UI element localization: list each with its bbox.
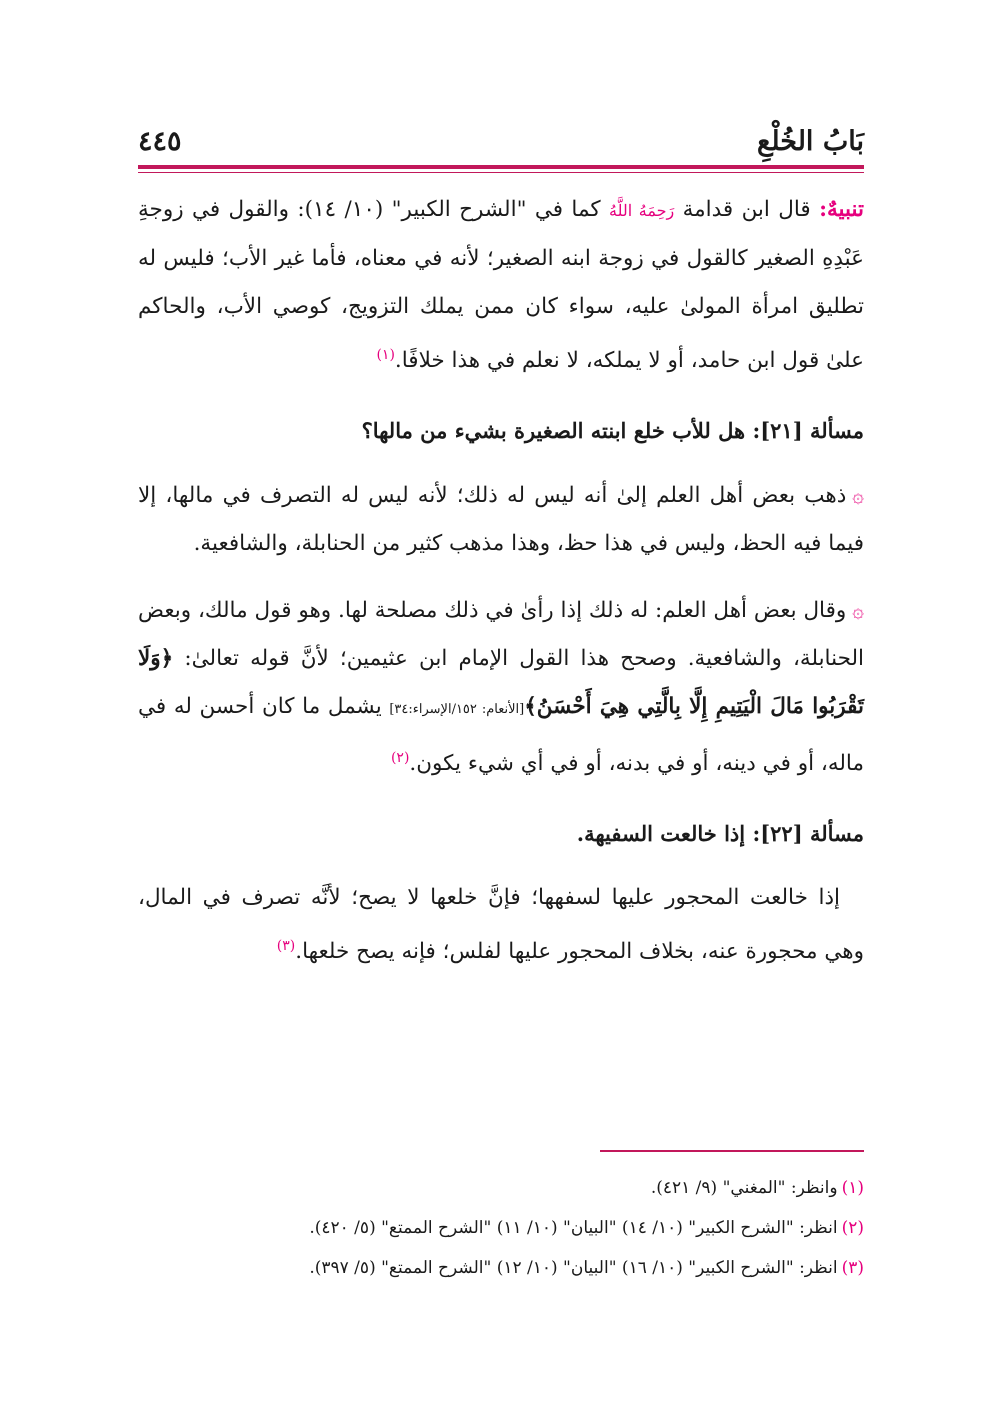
footnote-1 [138, 1168, 864, 1208]
footnote-ref-2[interactable]: (٢) [390, 750, 410, 767]
quran-verse: ﴿وَلَا تَقْرَبُوا مَالَ الْيَتِيمِ إِلَّا بِالَّتِي هِيَ أَحْسَنُ﴾ [138, 646, 864, 720]
footnote-text: وانظر: "المغني" (٩/ ٤٢١). [650, 1178, 838, 1198]
footnote-text: انظر: "الشرح الكبير" (١٠/ ١٦) "البيان" (١٠/ ١٢) "الشرح الممتع" (٥/ ٣٩٧). [309, 1258, 838, 1278]
masala-22-label: مسألة [٢٢]: [752, 821, 864, 847]
footnote-separator [600, 1150, 864, 1152]
masala-22-heading [138, 812, 864, 856]
masala-21-title: هل للأب خلع ابنته الصغيرة بشيء من مالها؟ [361, 418, 753, 444]
masala-22-title: إذا خالعت السفيهة. [576, 821, 753, 847]
tanbih-paragraph [138, 186, 864, 385]
footnote-ref-1[interactable]: (١) [376, 347, 395, 363]
tanbih-label: تنبيهٌ: [819, 197, 865, 222]
footnote-ref-3[interactable]: (٣) [276, 938, 296, 955]
tanbih-text-1: قال ابن قدامة [674, 197, 811, 222]
masala-21-paragraph-2 [138, 586, 864, 788]
tanbih-text-2: كما في "الشرح الكبير" (١٠/ ١٤): والقول في زوجةِ عَبْدِهِ الصغير كالقول في زوجة ابنه الصغير؛ لأنه في معناه، فأما غير الأب؛ فليس له تطليق امرأة المولىٰ عليه، سواء كان ممن يملك التزويج، كوصي الأب، والحاكم علىٰ قول ابن حامد، أو لا يملكه، لا نعلم في هذا خلافًا. [138, 197, 864, 374]
masala-22-text: إذا خالعت المحجور عليها لسفهها؛ فإنَّ خلعها لا يصح؛ لأنَّه تصرف في المال، وهي محجورة عنه، بخلاف المحجور عليها لفلس؛ فإنه يصح خلعها. [138, 885, 864, 965]
page-header [138, 118, 864, 164]
footnotes [138, 1168, 864, 1288]
quran-reference: [الأنعام: ١٥٢/الإسراء:٣٤] [389, 702, 525, 718]
footnote-number: (٣) [841, 1258, 864, 1278]
header-rule-thick [138, 165, 864, 169]
main-text [138, 186, 864, 976]
masala-22-paragraph [138, 874, 864, 976]
masala-21-text-1: ذهب بعض أهل العلم إلىٰ أنه ليس له ذلك؛ لأنه ليس له التصرف في مالها، إلا فيما فيه الحظ، وليس في هذا حظ، وهذا مذهب كثير من الحنابلة، والشافعية. [138, 483, 864, 557]
page-number: ٤٤٥ [138, 125, 182, 157]
honorific: رَحِمَهُ اللَّهُ [608, 201, 675, 220]
footnote-2 [138, 1208, 864, 1248]
flower-bullet-icon: ۞ [852, 483, 864, 508]
masala-21-label: مسألة [٢١]: [752, 418, 864, 444]
footnote-3 [138, 1248, 864, 1288]
header-rule-thin [138, 172, 864, 173]
running-title: بَابُ الخُلْعِ [756, 125, 864, 157]
footnote-text: انظر: "الشرح الكبير" (١٠/ ١٤) "البيان" (١٠/ ١١) "الشرح الممتع" (٥/ ٤٢٠). [309, 1218, 838, 1238]
masala-21-text-2a: وقال بعض أهل العلم: له ذلك إذا رأىٰ في ذلك مصلحة لها. وهو قول مالك، وبعض الحنابلة، والشافعية. وصحح هذا القول الإمام ابن عثيمين؛ لأنَّ قوله تعالىٰ: [138, 598, 864, 672]
footnote-number: (١) [841, 1178, 864, 1198]
footnote-number: (٢) [841, 1218, 864, 1238]
flower-bullet-icon: ۞ [852, 598, 864, 623]
masala-21-paragraph-1 [138, 471, 864, 568]
masala-21-heading [138, 409, 864, 453]
masala-21-text-2b: يشمل ما كان أحسن له في ماله، أو في دينه، أو في بدنه، أو في أي شيء يكون. [138, 694, 864, 777]
